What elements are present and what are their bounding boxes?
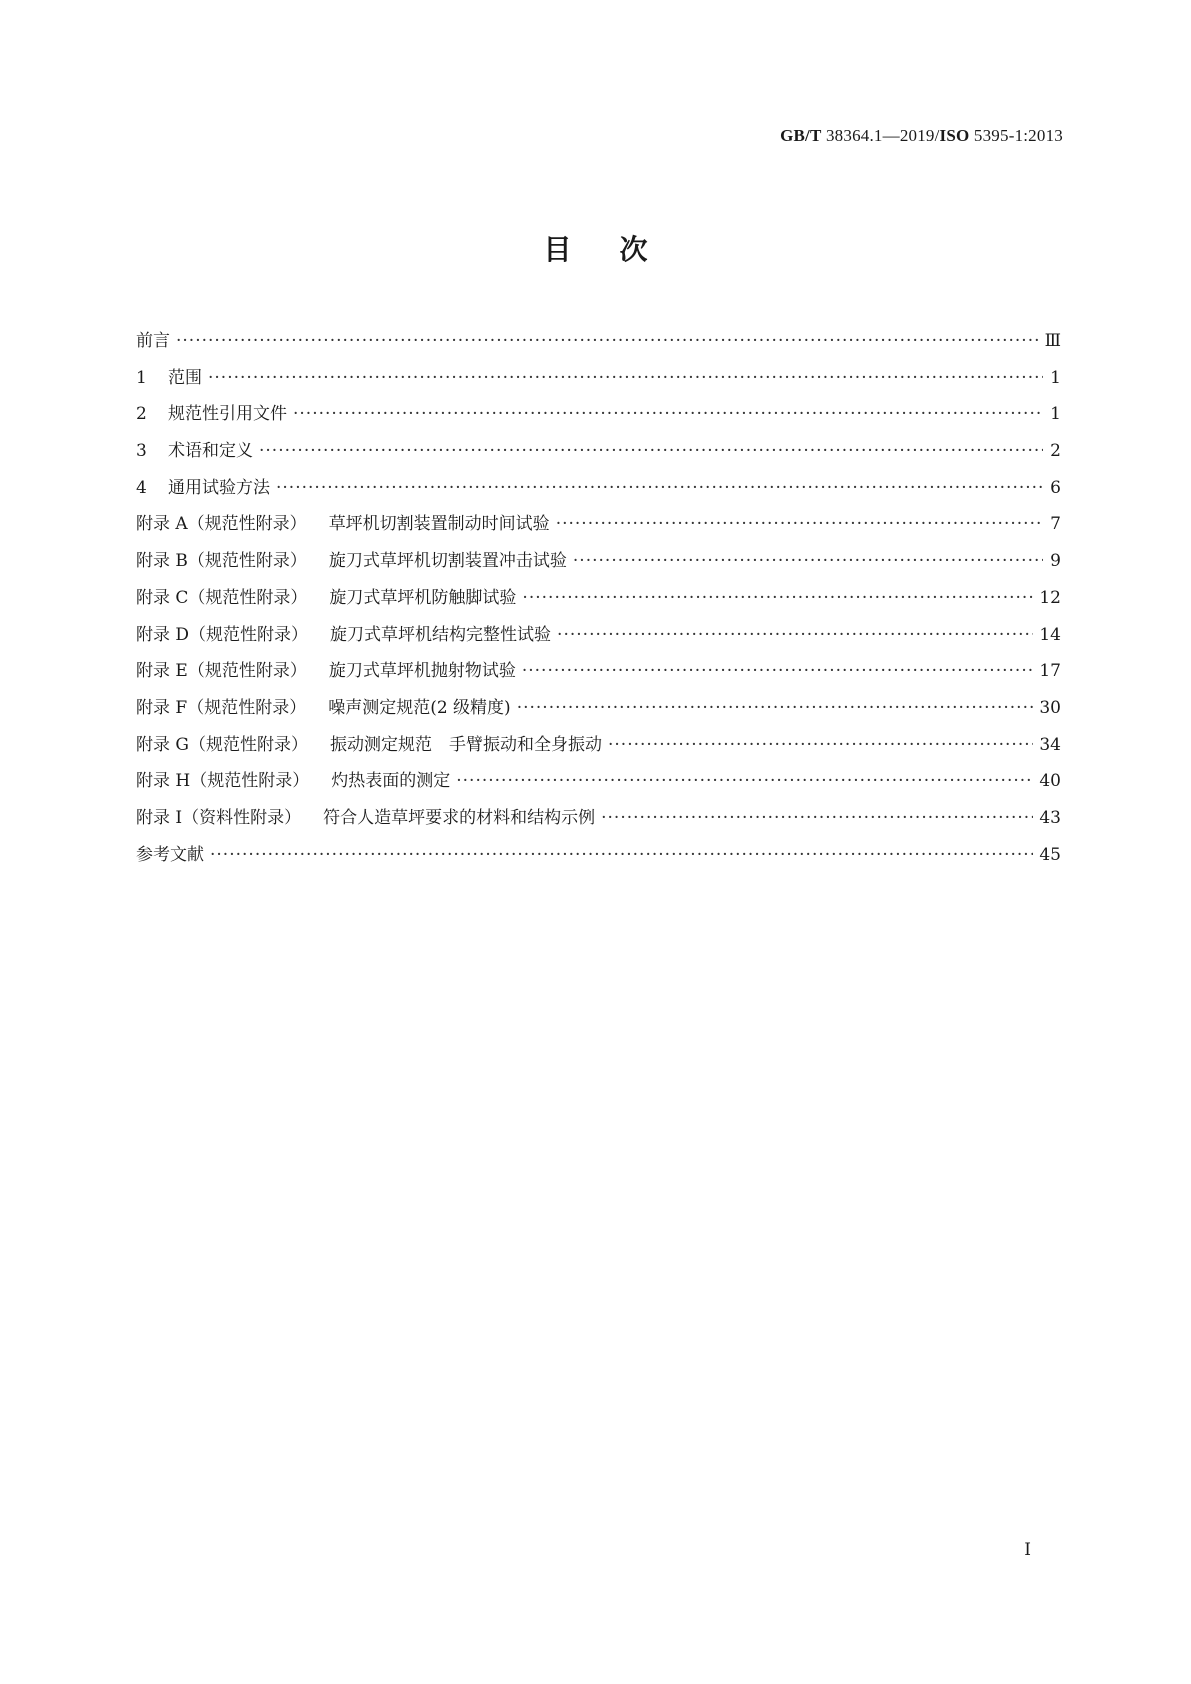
toc-entry-title: 旋刀式草坪机抛射物试验 bbox=[328, 661, 516, 682]
toc-entry-label bbox=[136, 363, 202, 388]
toc-entry[interactable] bbox=[136, 363, 1061, 400]
toc-entry-title: 参考文献 bbox=[136, 844, 204, 865]
doc-code-iso: ISO bbox=[939, 126, 970, 145]
toc-leader-dots bbox=[517, 698, 1034, 718]
toc-entry-page: 30 bbox=[1039, 697, 1061, 718]
toc-entry-page: 2 bbox=[1050, 441, 1061, 462]
toc-entry-page: 12 bbox=[1039, 587, 1061, 608]
toc-entry-number: 3 bbox=[136, 441, 147, 462]
toc-leader-dots bbox=[176, 331, 1039, 351]
toc-leader-dots bbox=[608, 735, 1033, 755]
toc-entry-page: 1 bbox=[1050, 367, 1061, 388]
toc-entry-page: 17 bbox=[1039, 661, 1061, 682]
toc-entry[interactable] bbox=[136, 730, 1061, 767]
toc-leader-dots bbox=[557, 625, 1033, 645]
toc-entry-annex: 附录 G（规范性附录） bbox=[136, 734, 308, 755]
toc-entry-title: 旋刀式草坪机切割装置冲击试验 bbox=[328, 551, 567, 572]
toc-entry[interactable] bbox=[136, 509, 1061, 546]
toc-leader-dots bbox=[259, 441, 1043, 461]
toc-leader-dots bbox=[293, 404, 1043, 424]
toc-entry-title: 噪声测定规范(2 级精度) bbox=[328, 697, 511, 718]
doc-code-number: 38364.1—2019/ bbox=[821, 126, 940, 145]
toc-entry-annex: 附录 C（规范性附录） bbox=[136, 587, 308, 608]
toc-entry-title: 灼热表面的测定 bbox=[331, 771, 451, 792]
toc-entry-annex: 附录 F（规范性附录） bbox=[136, 697, 307, 718]
toc-entry-label bbox=[136, 766, 450, 791]
toc-title: 目次 bbox=[543, 233, 696, 266]
toc-entry[interactable] bbox=[136, 840, 1061, 877]
toc-entry-page: 1 bbox=[1050, 404, 1061, 425]
toc-leader-dots bbox=[522, 588, 1033, 608]
toc-entry[interactable] bbox=[136, 803, 1061, 840]
toc-entry-page: 45 bbox=[1039, 844, 1061, 865]
toc-entry[interactable] bbox=[136, 546, 1061, 583]
toc-entry-label bbox=[136, 840, 204, 865]
toc-leader-dots bbox=[208, 368, 1043, 388]
toc-entry-title: 草坪机切割装置制动时间试验 bbox=[328, 514, 550, 535]
toc-entry-annex: 附录 H（规范性附录） bbox=[136, 771, 310, 792]
toc-entry[interactable] bbox=[136, 436, 1061, 473]
toc-entry[interactable] bbox=[136, 766, 1061, 803]
toc-leader-dots bbox=[210, 845, 1033, 865]
toc-entry-label bbox=[136, 730, 602, 755]
toc-entry-number: 4 bbox=[136, 477, 147, 498]
toc-entry-label bbox=[136, 509, 550, 534]
toc-entry-page: 43 bbox=[1039, 807, 1061, 828]
toc-entry-title: 振动测定规范 手臂振动和全身振动 bbox=[329, 734, 602, 755]
toc-entry-page: 9 bbox=[1050, 551, 1061, 572]
toc-entry-title: 通用试验方法 bbox=[168, 477, 270, 498]
toc-entry-label bbox=[136, 620, 551, 645]
toc-entry-label bbox=[136, 473, 270, 498]
doc-code-prefix: GB/T bbox=[780, 126, 822, 145]
toc-entry-title: 符合人造草坪要求的材料和结构示例 bbox=[323, 807, 596, 828]
toc-entry-title: 旋刀式草坪机防触脚试验 bbox=[329, 587, 517, 608]
page-number: I bbox=[1024, 1540, 1031, 1560]
toc-entry-annex: 附录 B（规范性附录） bbox=[136, 551, 307, 572]
toc-entry-label bbox=[136, 546, 567, 571]
table-of-contents bbox=[136, 326, 1061, 876]
toc-entry[interactable] bbox=[136, 473, 1061, 510]
toc-entry-label bbox=[136, 583, 516, 608]
toc-leader-dots bbox=[522, 661, 1034, 681]
toc-entry-annex: 附录 I（资料性附录） bbox=[136, 807, 302, 828]
toc-entry-page: 40 bbox=[1039, 771, 1061, 792]
toc-leader-dots bbox=[276, 478, 1043, 498]
toc-entry-label bbox=[136, 326, 170, 351]
toc-entry-page: 7 bbox=[1050, 514, 1061, 535]
toc-entry-label bbox=[136, 399, 287, 424]
toc-entry[interactable] bbox=[136, 693, 1061, 730]
doc-code-iso-number: 5395-1:2013 bbox=[969, 126, 1063, 145]
toc-entry[interactable] bbox=[136, 399, 1061, 436]
document-code bbox=[780, 126, 1063, 146]
toc-entry-page: Ⅲ bbox=[1044, 331, 1061, 351]
toc-entry[interactable] bbox=[136, 620, 1061, 657]
toc-entry[interactable] bbox=[136, 656, 1061, 693]
toc-entry-title: 规范性引用文件 bbox=[168, 404, 287, 425]
toc-entry-label bbox=[136, 436, 253, 461]
toc-entry-number: 1 bbox=[136, 367, 147, 388]
toc-leader-dots bbox=[556, 514, 1043, 534]
toc-entry-page: 6 bbox=[1050, 477, 1061, 498]
toc-entry-page: 14 bbox=[1039, 624, 1061, 645]
toc-entry-title: 前言 bbox=[136, 331, 170, 351]
toc-entry-page: 34 bbox=[1039, 734, 1061, 755]
toc-entry-annex: 附录 D（规范性附录） bbox=[136, 624, 309, 645]
toc-entry-label bbox=[136, 803, 595, 828]
toc-entry-label bbox=[136, 693, 511, 718]
toc-entry[interactable] bbox=[136, 326, 1061, 363]
toc-entry-annex: 附录 A（规范性附录） bbox=[136, 514, 307, 535]
toc-leader-dots bbox=[601, 808, 1033, 828]
toc-leader-dots bbox=[456, 771, 1033, 791]
toc-entry-title: 旋刀式草坪机结构完整性试验 bbox=[330, 624, 552, 645]
toc-entry-title: 范围 bbox=[168, 367, 202, 388]
toc-entry[interactable] bbox=[136, 583, 1061, 620]
toc-leader-dots bbox=[573, 551, 1043, 571]
toc-entry-annex: 附录 E（规范性附录） bbox=[136, 661, 307, 682]
toc-entry-title: 术语和定义 bbox=[168, 441, 253, 462]
toc-entry-label bbox=[136, 656, 516, 681]
toc-entry-number: 2 bbox=[136, 404, 147, 425]
